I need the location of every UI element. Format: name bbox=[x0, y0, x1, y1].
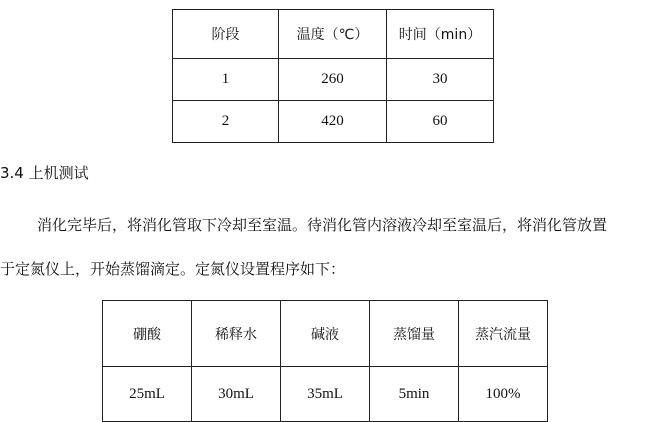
cell-stage: 1 bbox=[173, 59, 279, 101]
header-temperature: 温度（℃） bbox=[279, 10, 387, 59]
cell-time: 60 bbox=[387, 101, 494, 143]
paragraph-line-2: 于定氮仪上，开始蒸馏滴定。定氮仪设置程序如下： bbox=[0, 260, 346, 278]
table-row bbox=[173, 101, 494, 143]
cell-steam-flow: 100% bbox=[459, 367, 548, 422]
nitrogen-analyzer-program-table bbox=[102, 300, 548, 422]
header-alkali: 碱液 bbox=[281, 301, 370, 367]
table-header-row bbox=[173, 10, 494, 59]
cell-temperature: 420 bbox=[279, 101, 387, 143]
cell-distillation: 5min bbox=[370, 367, 459, 422]
table-row bbox=[173, 59, 494, 101]
header-stage: 阶段 bbox=[173, 10, 279, 59]
header-distillation: 蒸馏量 bbox=[370, 301, 459, 367]
header-time: 时间（min） bbox=[387, 10, 494, 59]
cell-stage: 2 bbox=[173, 101, 279, 143]
header-steam-flow: 蒸汽流量 bbox=[459, 301, 548, 367]
section-heading: 3.4 上机测试 bbox=[0, 164, 89, 182]
cell-dilution-water: 30mL bbox=[192, 367, 281, 422]
table-row bbox=[103, 367, 548, 422]
digestion-stage-table bbox=[172, 9, 494, 143]
header-boric-acid: 硼酸 bbox=[103, 301, 192, 367]
cell-boric-acid: 25mL bbox=[103, 367, 192, 422]
paragraph-line-1: 消化完毕后，将消化管取下冷却至室温。待消化管内溶液冷却至室温后，将消化管放置 bbox=[37, 216, 608, 234]
cell-time: 30 bbox=[387, 59, 494, 101]
cell-alkali: 35mL bbox=[281, 367, 370, 422]
cell-temperature: 260 bbox=[279, 59, 387, 101]
header-dilution-water: 稀释水 bbox=[192, 301, 281, 367]
table-header-row bbox=[103, 301, 548, 367]
